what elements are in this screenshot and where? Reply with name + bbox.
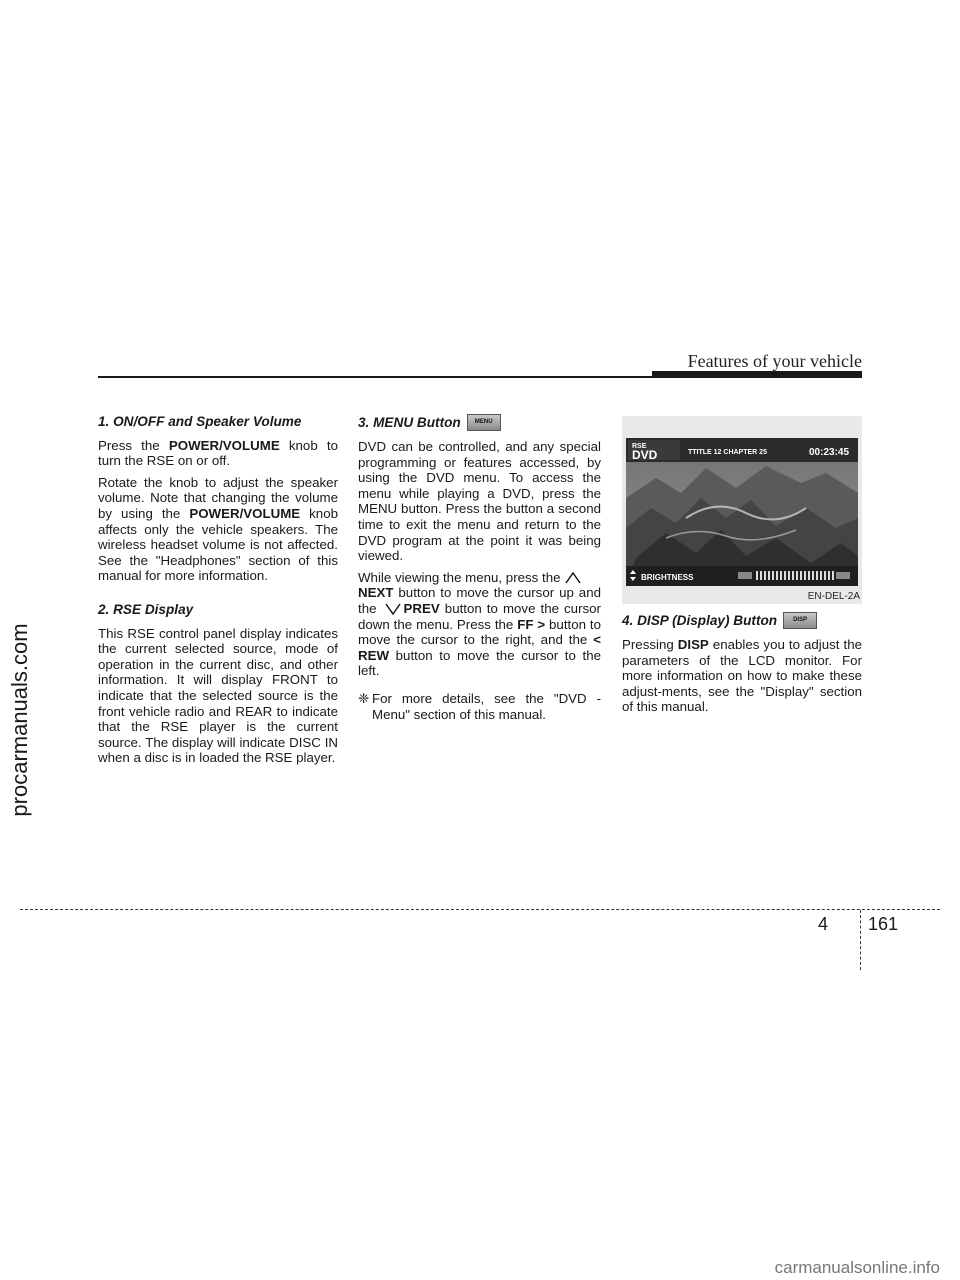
osd-source: RSE xyxy=(632,443,647,450)
heading-disp-button: 4. DISP (Display) Button DISP xyxy=(622,612,862,629)
note-mark-icon: ❈ xyxy=(358,690,370,706)
paragraph-rotate-knob: Rotate the knob to adjust the speaker volume. Note that changing the volume by using the POWER/VOLUME knob affects only the vehicle speakers. The wireless headset volume is not affected. See the "Headphones" section of this manual for more information. xyxy=(98,474,338,584)
brightness-tick xyxy=(788,571,790,580)
figure-label: EN-DEL-2A xyxy=(807,591,860,602)
brightness-tick xyxy=(784,571,786,580)
brightness-tick xyxy=(780,571,782,580)
menu-button-icon: MENU xyxy=(467,414,501,431)
paragraph-cursor-navigation: While viewing the menu, press the NEXT button to move the cursor up and the PREV button to move the cursor down the menu. Press the FF > button to move the cursor to the right, and the < REW button to move the cursor to the left. xyxy=(358,569,601,679)
rse-screen xyxy=(626,438,858,586)
brightness-tick xyxy=(824,571,826,580)
paragraph-dvd-menu: DVD can be controlled, and any special programming or features accessed, by using the DVD menu. To access the menu while playing a DVD, press the MENU button. Press the button a second time to exit the menu and return to the DVD program at the point it was being viewed. xyxy=(358,439,601,564)
brightness-tick xyxy=(808,571,810,580)
brightness-tick xyxy=(764,571,766,580)
brightness-tick xyxy=(796,571,798,580)
header-rule-accent xyxy=(652,371,862,378)
heading-rse-display: 2. RSE Display xyxy=(98,601,194,617)
brightness-tick xyxy=(816,571,818,580)
paragraph-rse-display: This RSE control panel display indicates the current selected source, mode of operation in the current disc, and other information. It will display FRONT to indicate that the selected source is the front vehicle radio and REAR to indicate that the RSE player is the current source. The display will indicate DISC IN when a disc is in loaded the RSE player. xyxy=(98,625,338,766)
disp-button-icon: DISP xyxy=(783,612,817,629)
brightness-tick xyxy=(800,571,802,580)
brightness-tick xyxy=(768,571,770,580)
brightness-tick xyxy=(792,571,794,580)
brightness-tick xyxy=(804,571,806,580)
rse-screen-figure xyxy=(622,416,862,604)
bottom-watermark: carmanualsonline.info xyxy=(774,1258,940,1277)
osd-mode: DVD xyxy=(632,448,658,462)
footer-rule xyxy=(20,909,940,910)
note-text: For more details, see the "DVD - Menu" section of this manual. xyxy=(372,690,601,722)
column-right xyxy=(622,612,862,721)
brightness-tick xyxy=(828,571,830,580)
side-watermark-text: procarmanuals.com xyxy=(7,623,32,817)
paragraph-power-knob: Press the POWER/VOLUME knob to turn the RSE on or off. xyxy=(98,437,338,469)
column-left xyxy=(98,414,338,772)
brightness-tick xyxy=(820,571,822,580)
brightness-tick xyxy=(776,571,778,580)
footer-divider xyxy=(860,910,861,970)
brightness-tick xyxy=(832,571,834,580)
page-number: 161 xyxy=(868,914,899,934)
brightness-tick xyxy=(772,571,774,580)
heading-menu-button: 3. MENU Button MENU xyxy=(358,414,601,431)
column-middle xyxy=(358,414,601,722)
brightness-tick xyxy=(756,571,758,580)
osd-brightness: BRIGHTNESS xyxy=(641,573,694,582)
brightness-minus-box xyxy=(738,572,752,579)
osd-time: 00:23:45 xyxy=(809,447,850,458)
side-watermark xyxy=(0,540,40,900)
paragraph-disp: Pressing DISP enables you to adjust the parameters of the LCD monitor. For more information on how to make these adjust-ments, see the "Display" section of this manual. xyxy=(622,637,862,715)
note-dvd-menu xyxy=(358,691,601,722)
brightness-plus-box xyxy=(836,572,850,579)
down-arrow-icon xyxy=(382,602,404,616)
brightness-tick xyxy=(760,571,762,580)
heading-on-off-volume: 1. ON/OFF and Speaker Volume xyxy=(98,414,302,429)
osd-title-chapter: TTITLE 12 CHAPTER 25 xyxy=(688,449,767,456)
chapter-number: 4 xyxy=(818,914,829,934)
brightness-tick xyxy=(812,571,814,580)
screen-image xyxy=(626,438,858,586)
up-arrow-icon xyxy=(564,571,582,585)
section-title: Features of your vehicle xyxy=(687,351,862,371)
